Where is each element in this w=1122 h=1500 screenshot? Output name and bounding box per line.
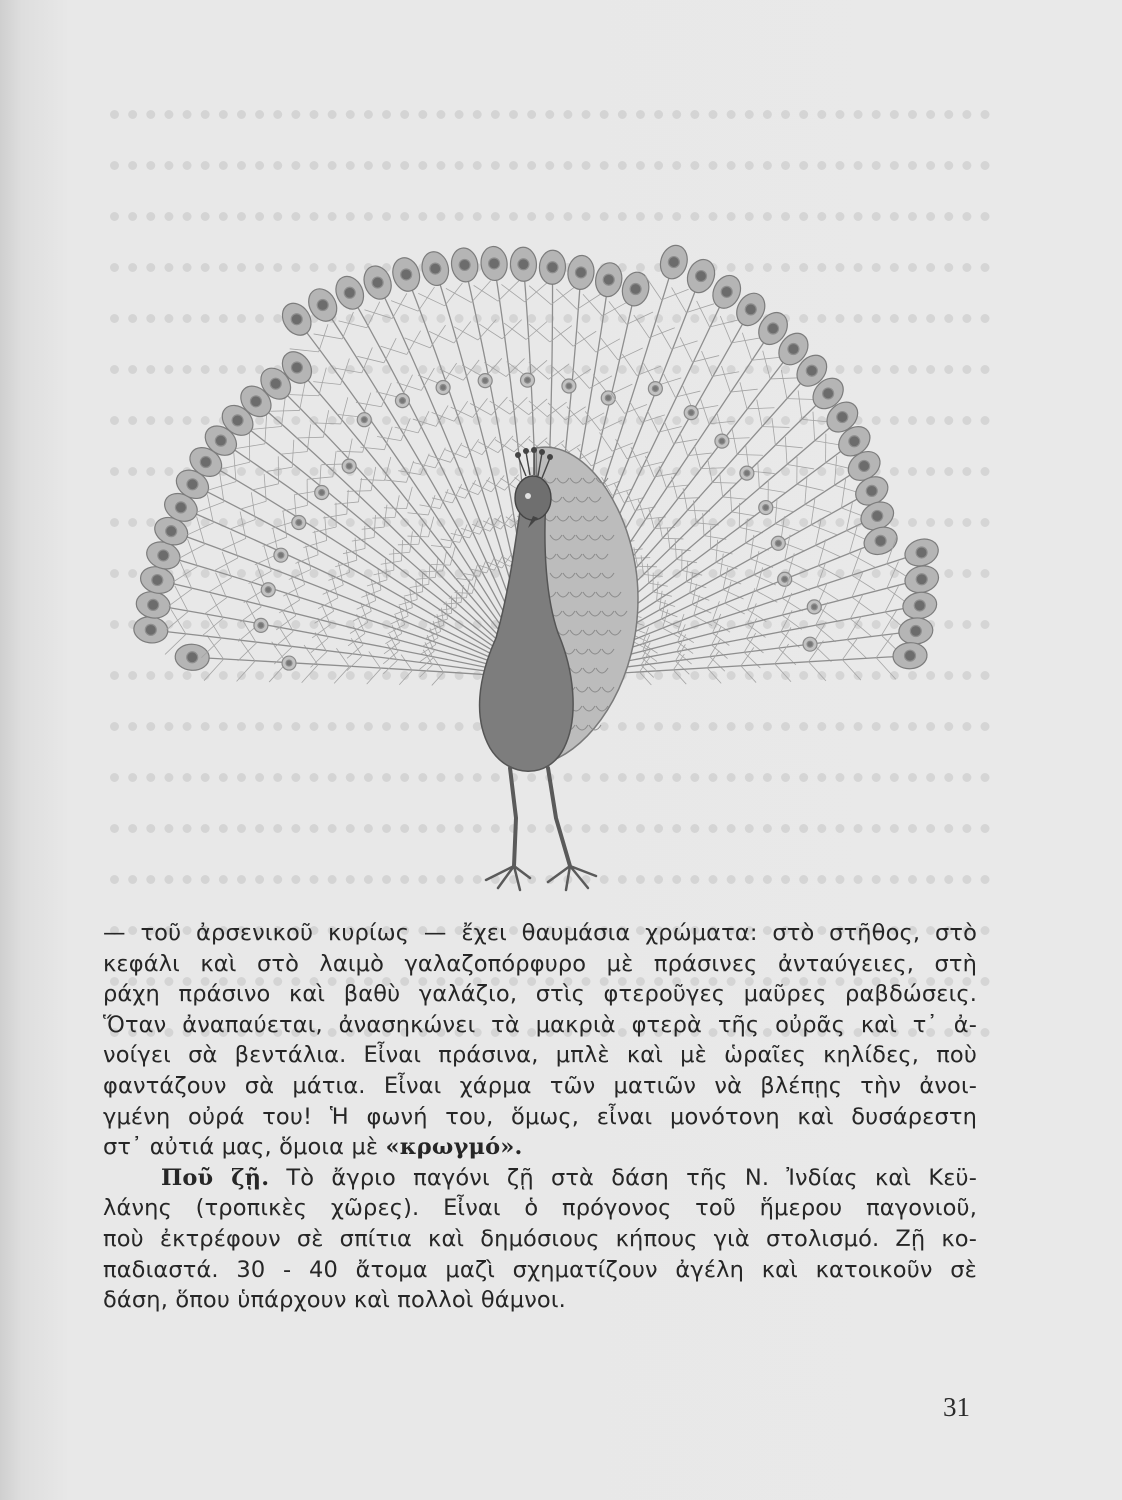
paragraph-line: δάση, ὅπου ὑπάρχουν καὶ πολλοὶ θάμνοι.	[103, 1287, 566, 1314]
paragraph-line	[103, 1163, 977, 1194]
paragraph-line: κεφάλι καὶ στὸ λαιμὸ γαλαζοπόρφυρο μὲ πράσινες ἀνταύγειες, στὴ	[103, 950, 977, 977]
paragraph-line: παδιαστά. 30 - 40 ἄτομα μαζὶ σχηματίζουν ἀγέλη καὶ κατοικοῦν σὲ	[103, 1256, 977, 1283]
paragraph-line	[103, 1132, 977, 1163]
paragraph-line: ράχη πράσινο καὶ βαθὺ γαλάζιο, στὶς φτεροῦγες μαῦρες ραβδώσεις.	[103, 981, 977, 1008]
text-span: Τὸ ἄγριο παγόνι ζῇ στὰ δάση τῆς Ν. Ἰνδίας καὶ Κεϋ-	[269, 1164, 977, 1191]
section-heading: Ποῦ ζῇ.	[161, 1164, 270, 1191]
quoted-term: «κρωγμό».	[385, 1134, 523, 1161]
paragraph-line: — τοῦ ἀρσενικοῦ κυρίως — ἔχει θαυμάσια χρώματα: στὸ στῆθος, στὸ	[103, 920, 977, 946]
peacock-illustration	[118, 118, 978, 918]
text-span: στ᾽ αὐτιά μας, ὅμοια μὲ	[103, 1134, 386, 1161]
paragraph-line: ποὺ ἐκτρέφουν σὲ σπίτια καὶ δημόσιους κήπους γιὰ στολισμό. Ζῇ κο-	[103, 1225, 977, 1252]
page-number: 31	[943, 1392, 970, 1422]
paragraph-line: γμένη οὐρά του! Ἡ φωνή του, ὅμως, εἶναι μονότονη καὶ δυσάρεστη	[103, 1103, 977, 1130]
paragraph-line: Ὅταν ἀναπαύεται, ἀνασηκώνει τὰ μακριὰ φτερὰ τῆς οὐρᾶς καὶ τ᾽ ἀ-	[103, 1011, 977, 1038]
paragraph-habitat	[103, 1193, 977, 1285]
body-text	[103, 918, 977, 1316]
paragraph-description	[103, 918, 977, 1132]
paragraph-line: λάνης (τροπικὲς χῶρες). Εἶναι ὁ πρόγονος τοῦ ἥμερου παγονιοῦ,	[103, 1195, 977, 1222]
peacock-body	[480, 447, 638, 890]
paragraph-line: νοίγει σὰ βεντάλια. Εἶναι πράσινα, μπλὲ καὶ μὲ ὡραῖες κηλίδες, ποὺ	[103, 1042, 977, 1069]
paragraph-line: φαντάζουν σὰ μάτια. Εἶναι χάρμα τῶν ματιῶν νὰ βλέπῃς τὴν ἀνοι-	[103, 1072, 977, 1099]
